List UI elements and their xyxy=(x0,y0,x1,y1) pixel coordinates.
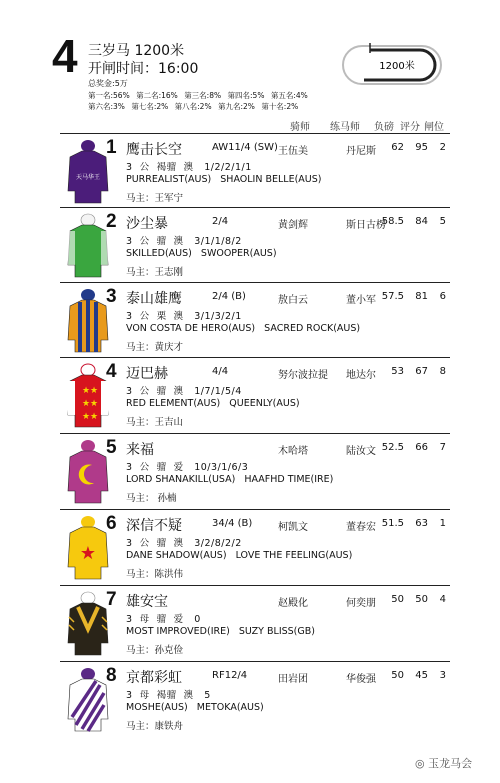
runner-entry-7 xyxy=(60,585,450,659)
jockey-silk-icon xyxy=(66,286,110,354)
horse-name: 迈巴赫 xyxy=(126,366,168,382)
form-rating: 2/4 (B) xyxy=(212,291,246,302)
jockey-name: 敖白云 xyxy=(278,295,308,306)
pedigree: SKILLED(AUS) SWOOPER(AUS) xyxy=(126,248,277,259)
jockey-name: 黄剑辉 xyxy=(278,220,308,231)
weight: 62 xyxy=(391,142,404,153)
horse-info: 3 公 骝 澳 1/7/1/5/4 xyxy=(126,386,242,397)
weight: 57.5 xyxy=(381,291,404,302)
race-title: 三岁马 1200米 xyxy=(88,43,185,59)
watermark-text: 玉龙马会 xyxy=(428,757,473,770)
pedigree: MOST IMPROVED(IRE) SUZY BLISS(GB) xyxy=(126,626,315,637)
jockey-silk-icon xyxy=(66,665,110,733)
gate: 8 xyxy=(439,366,446,377)
runner-entry-1 xyxy=(60,133,450,207)
form-rating: RF12/4 xyxy=(212,670,248,681)
horse-number: 6 xyxy=(106,513,117,534)
jockey-name: 王伍美 xyxy=(278,146,308,157)
horse-info: 3 公 骝 澳 3/2/8/2/2 xyxy=(126,538,242,549)
horse-info: 3 母 褐骝 澳 5 xyxy=(126,690,211,701)
owner: 马主：黄庆才 xyxy=(126,342,184,353)
trainer-name: 何奕朋 xyxy=(346,598,376,609)
runner-entry-5 xyxy=(60,433,450,507)
column-weight: 负磅 xyxy=(374,122,394,133)
prize-share: 第四名:5% xyxy=(227,91,265,100)
gate: 2 xyxy=(439,142,446,153)
pedigree: RED ELEMENT(AUS) QUEENLY(AUS) xyxy=(126,398,300,409)
horse-info: 3 公 骝 澳 3/1/1/8/2 xyxy=(126,236,242,247)
svg-text:天马华王: 天马华王 xyxy=(75,174,101,181)
trainer-name: 地达尔 xyxy=(346,370,376,381)
prize-total: 总奖金:5万 xyxy=(88,79,128,88)
horse-name: 来福 xyxy=(126,442,154,458)
trainer-name: 丹尼斯 xyxy=(346,146,376,157)
rating-score: 66 xyxy=(415,442,428,453)
horse-name: 泰山雄鹰 xyxy=(126,291,182,307)
prize-share: 第一名:56% xyxy=(88,91,130,100)
trainer-name: 董春宏 xyxy=(346,522,376,533)
jockey-name: 柯凯文 xyxy=(278,522,308,533)
weight: 51.5 xyxy=(381,518,404,529)
rating-score: 67 xyxy=(415,366,428,377)
svg-text:★: ★ xyxy=(90,412,99,422)
svg-text:★: ★ xyxy=(82,399,91,409)
pedigree: MOSHE(AUS) METOKA(AUS) xyxy=(126,702,264,713)
weight: 50 xyxy=(391,670,404,681)
svg-text:★: ★ xyxy=(79,543,97,564)
watermark xyxy=(415,755,472,771)
form-rating: 2/4 xyxy=(212,216,229,227)
prize-share: 第三名:8% xyxy=(184,91,222,100)
svg-text:★: ★ xyxy=(82,386,91,396)
pedigree: PURREALIST(AUS) SHAOLIN BELLE(AUS) xyxy=(126,174,322,185)
horse-number: 3 xyxy=(106,286,117,307)
prize-distribution-row-1 xyxy=(88,90,312,101)
prize-share: 第五名:4% xyxy=(270,91,308,100)
owner: 马主：康铁舟 xyxy=(126,721,184,732)
prize-share: 第二名:16% xyxy=(136,91,178,100)
prize-share: 第六名:3% xyxy=(88,102,125,111)
column-jockey: 骑师 xyxy=(290,122,310,133)
gate: 4 xyxy=(439,594,446,605)
owner: 马主：王志刚 xyxy=(126,267,184,278)
owner: 马主： 孙楠 xyxy=(126,493,177,504)
race-start-time: 开闸时间：16:00 xyxy=(88,61,199,77)
svg-text:★: ★ xyxy=(90,386,99,396)
owner: 马主：孙克俭 xyxy=(126,645,184,656)
column-trainer: 练马师 xyxy=(330,122,360,133)
rating-score: 95 xyxy=(415,142,428,153)
gate: 5 xyxy=(439,216,446,227)
track-diagram xyxy=(340,38,444,92)
column-rating: 评分 xyxy=(400,122,420,133)
rating-score: 81 xyxy=(415,291,428,302)
pedigree: VON COSTA DE HERO(AUS) SACRED ROCK(AUS) xyxy=(126,323,361,334)
prize-share: 第七名:2% xyxy=(131,102,169,111)
owner: 马主：王吉山 xyxy=(126,417,184,428)
jockey-silk-icon xyxy=(66,589,110,657)
prize-share: 第九名:2% xyxy=(217,102,255,111)
horse-number: 2 xyxy=(106,211,117,232)
runner-entry-2 xyxy=(60,207,450,281)
horse-number: 5 xyxy=(106,437,117,458)
weight: 58.5 xyxy=(381,216,404,227)
trainer-name: 董小军 xyxy=(346,295,376,306)
jockey-name: 努尔波拉提 xyxy=(278,370,328,381)
rating-score: 50 xyxy=(415,594,428,605)
horse-number: 8 xyxy=(106,665,117,686)
prize-share: 第八名:2% xyxy=(174,102,212,111)
jockey-silk-icon xyxy=(66,211,110,279)
jockey-name: 田岩团 xyxy=(278,674,308,685)
race-number: 4 xyxy=(52,30,78,82)
form-rating: 4/4 xyxy=(212,366,229,377)
runner-entry-3 xyxy=(60,282,450,356)
runner-entry-6 xyxy=(60,509,450,583)
prize-share: 第十名:2% xyxy=(261,102,299,111)
horse-name: 沙尘暴 xyxy=(126,216,168,232)
jockey-silk-icon xyxy=(66,437,110,505)
runner-entry-8 xyxy=(60,661,450,735)
horse-number: 1 xyxy=(106,137,117,158)
weight: 50 xyxy=(391,594,404,605)
pedigree: DANE SHADOW(AUS) LOVE THE FEELING(AUS) xyxy=(126,550,353,561)
horse-number: 4 xyxy=(106,361,117,382)
jockey-name: 木哈塔 xyxy=(278,446,308,457)
gate: 3 xyxy=(439,670,446,681)
horse-name: 京都彩虹 xyxy=(126,670,182,686)
gate: 6 xyxy=(439,291,446,302)
rating-score: 45 xyxy=(415,670,428,681)
column-gate: 闸位 xyxy=(424,122,444,133)
trainer-name: 陆汝文 xyxy=(346,446,376,457)
pedigree: LORD SHANAKILL(USA) HAAFHD TIME(IRE) xyxy=(126,474,334,485)
horse-info: 3 公 栗 澳 3/1/3/2/1 xyxy=(126,311,242,322)
track-distance-label: 1200米 xyxy=(379,61,415,72)
jockey-silk-icon xyxy=(66,361,110,429)
prize-distribution-row-2 xyxy=(88,101,302,112)
form-rating: 34/4 (B) xyxy=(212,518,253,529)
wechat-icon: ◎ xyxy=(415,757,425,770)
horse-info: 3 母 骝 爱 0 xyxy=(126,614,201,625)
horse-info: 3 公 骝 爱 10/3/1/6/3 xyxy=(126,462,249,473)
trainer-name: 华俊强 xyxy=(346,674,376,685)
owner: 马主：陈洪伟 xyxy=(126,569,184,580)
svg-text:★: ★ xyxy=(90,399,99,409)
horse-name: 鹰击长空 xyxy=(126,142,182,158)
horse-info: 3 公 褐骝 澳 1/2/2/1/1 xyxy=(126,162,252,173)
rating-score: 63 xyxy=(415,518,428,529)
horse-name: 深信不疑 xyxy=(126,518,182,534)
horse-name: 雄安宝 xyxy=(126,594,168,610)
weight: 53 xyxy=(391,366,404,377)
jockey-silk-icon xyxy=(66,137,110,205)
owner: 马主：王军宁 xyxy=(126,193,184,204)
jockey-name: 赵殿化 xyxy=(278,598,308,609)
form-rating: AW11/4 (SW) xyxy=(212,142,278,153)
trainer-name: 斯日古楞 xyxy=(346,220,386,231)
gate: 1 xyxy=(439,518,446,529)
runner-entry-4 xyxy=(60,357,450,431)
rating-score: 84 xyxy=(415,216,428,227)
svg-text:★: ★ xyxy=(82,412,91,422)
weight: 52.5 xyxy=(381,442,404,453)
gate: 7 xyxy=(439,442,446,453)
jockey-silk-icon xyxy=(66,513,110,581)
horse-number: 7 xyxy=(106,589,117,610)
